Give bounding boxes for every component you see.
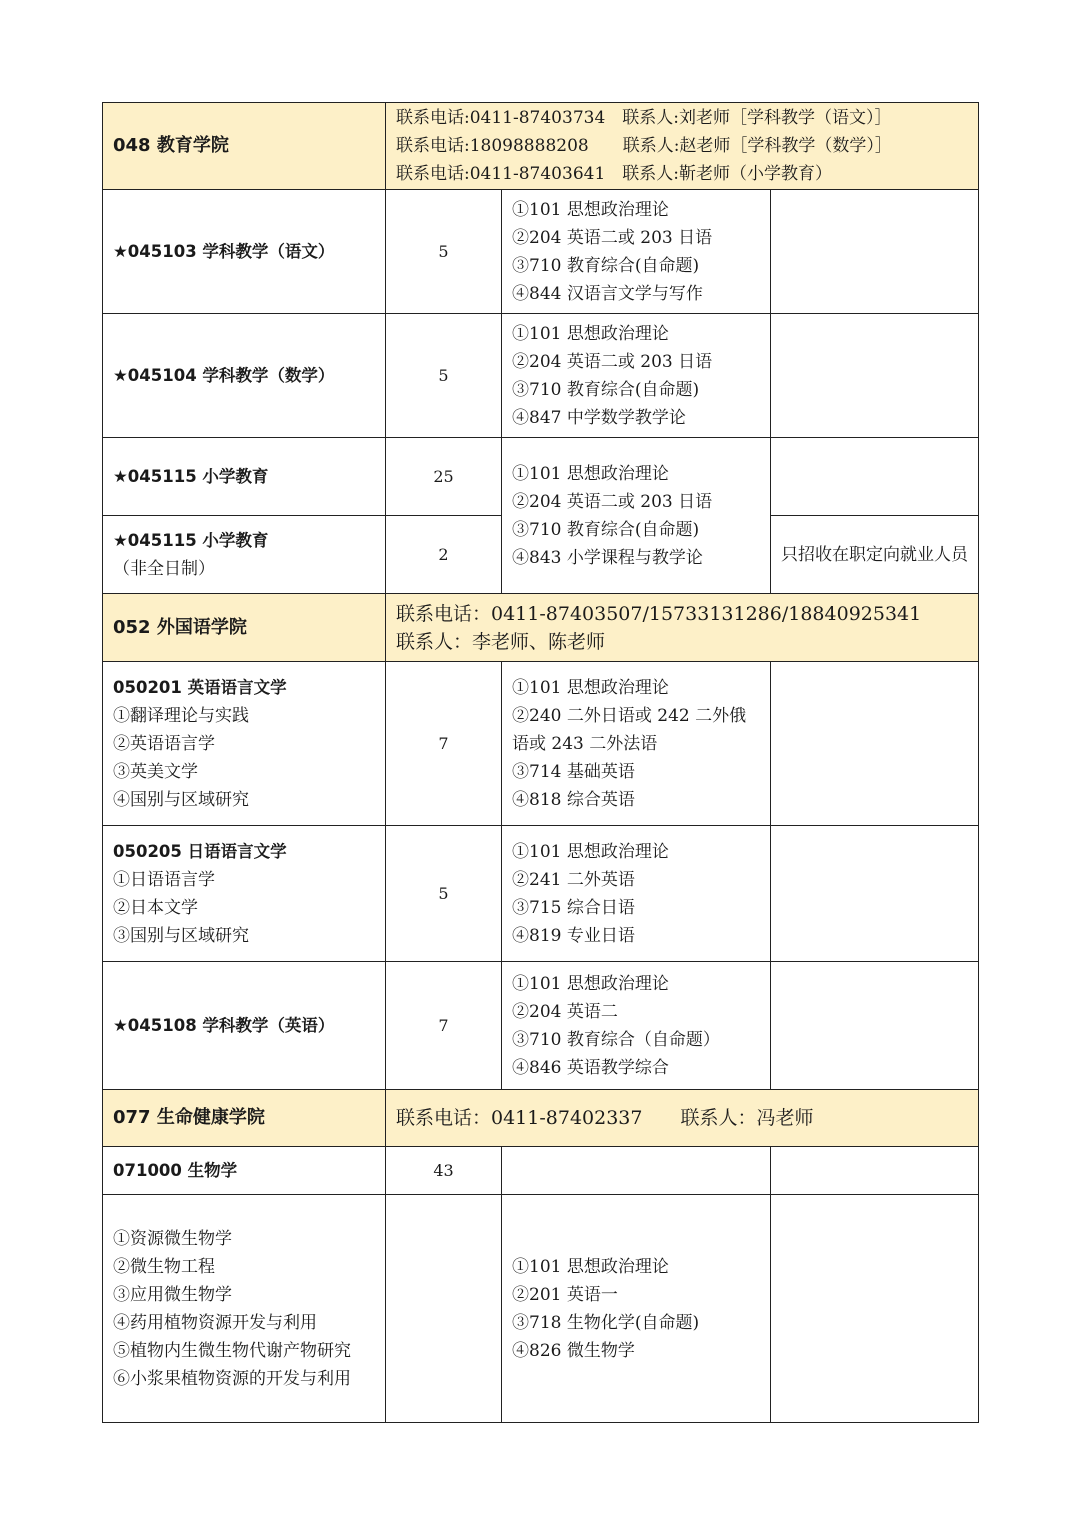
- exam-subjects: [502, 190, 771, 314]
- subject-item: ④826 微生物学: [512, 1340, 635, 1361]
- exam-subjects: [502, 662, 771, 826]
- remarks: [771, 1195, 979, 1423]
- contact-line: 联系电话:0411-87403641 联系人:靳老师（小学教育）: [396, 164, 832, 184]
- table-row: [103, 662, 979, 826]
- subject-item: ④818 综合英语: [512, 789, 635, 810]
- subject-item: ③715 综合日语: [512, 897, 635, 918]
- remarks: [771, 962, 979, 1090]
- subject-item: ①101 思想政治理论: [512, 1256, 669, 1277]
- direction-item: ②英语语言学: [113, 733, 215, 754]
- college-header-row: [103, 103, 979, 190]
- direction-item: ①资源微生物学: [113, 1228, 232, 1249]
- direction-item: ⑥小浆果植物资源的开发与利用: [113, 1368, 351, 1389]
- enrollment-count: 5: [386, 190, 502, 314]
- remarks: [771, 190, 979, 314]
- college-name: 048 教育学院: [103, 103, 386, 190]
- contact-line: 联系电话:0411-87403734 联系人:刘老师［学科教学（语文）］: [396, 108, 892, 128]
- college-header-row: [103, 1090, 979, 1147]
- table-row: [103, 1195, 979, 1423]
- enrollment-count: 5: [386, 826, 502, 962]
- remarks: 只招收在职定向就业人员: [771, 516, 979, 594]
- major-name: ★045115 小学教育: [103, 438, 386, 516]
- major-cell: [103, 826, 386, 962]
- remarks: [771, 438, 979, 516]
- table-row: [103, 314, 979, 438]
- remarks: [771, 826, 979, 962]
- college-contacts: [386, 103, 979, 190]
- direction-item: ①翻译理论与实践: [113, 705, 249, 726]
- subject-item: ②240 二外日语或 242 二外俄语或 243 二外法语: [512, 705, 747, 754]
- direction-item: ③国别与区域研究: [113, 925, 249, 946]
- remarks: [771, 662, 979, 826]
- enrollment-count: 7: [386, 662, 502, 826]
- major-name: ★045104 学科教学（数学）: [103, 314, 386, 438]
- table-row: [103, 962, 979, 1090]
- major-cell: [103, 662, 386, 826]
- exam-subjects: [502, 1147, 771, 1195]
- subject-item: ④846 英语教学综合: [512, 1057, 669, 1078]
- contact-line: 联系电话:18098888208 联系人:赵老师［学科教学（数学）］: [396, 136, 892, 156]
- major-name: ★045108 学科教学（英语）: [103, 962, 386, 1090]
- subject-item: ②204 英语二: [512, 1001, 618, 1022]
- subject-item: ③710 教育综合（自命题）: [512, 1029, 720, 1050]
- college-name: 077 生命健康学院: [103, 1090, 386, 1147]
- subject-item: ③710 教育综合(自命题): [512, 379, 700, 400]
- major-name: 050201 英语语言文学: [113, 677, 287, 697]
- direction-item: ⑤植物内生微生物代谢产物研究: [113, 1340, 351, 1361]
- major-name: ★045115 小学教育: [113, 530, 269, 550]
- direction-item: ③应用微生物学: [113, 1284, 232, 1305]
- table-row: [103, 438, 979, 516]
- subject-item: ②241 二外英语: [512, 869, 635, 890]
- table-row: [103, 1147, 979, 1195]
- admissions-table: [102, 102, 979, 1423]
- subject-item: ①101 思想政治理论: [512, 973, 669, 994]
- direction-item: ④药用植物资源开发与利用: [113, 1312, 317, 1333]
- subject-item: ④819 专业日语: [512, 925, 635, 946]
- subject-item: ①101 思想政治理论: [512, 199, 669, 220]
- college-contacts: [386, 594, 979, 662]
- subject-item: ④843 小学课程与教学论: [512, 547, 703, 568]
- subject-item: ①101 思想政治理论: [512, 841, 669, 862]
- exam-subjects: [502, 962, 771, 1090]
- major-name: ★045103 学科教学（语文）: [103, 190, 386, 314]
- exam-subjects: [502, 1195, 771, 1423]
- exam-subjects: [502, 826, 771, 962]
- exam-subjects: [502, 314, 771, 438]
- remarks: [771, 1147, 979, 1195]
- table-row: [103, 190, 979, 314]
- subject-item: ③714 基础英语: [512, 761, 635, 782]
- enrollment-count: 25: [386, 438, 502, 516]
- enrollment-count: 7: [386, 962, 502, 1090]
- direction-item: ②微生物工程: [113, 1256, 215, 1277]
- enrollment-count: [386, 1195, 502, 1423]
- subject-item: ①101 思想政治理论: [512, 323, 669, 344]
- direction-item: ④国别与区域研究: [113, 789, 249, 810]
- enrollment-count: 43: [386, 1147, 502, 1195]
- subject-item: ④847 中学数学教学论: [512, 407, 686, 428]
- subject-item: ③710 教育综合(自命题): [512, 519, 700, 540]
- college-name: 052 外国语学院: [103, 594, 386, 662]
- remarks: [771, 314, 979, 438]
- contact-line: 联系电话：0411-87403507/15733131286/18840925341: [396, 602, 922, 625]
- college-contacts: [386, 1090, 979, 1147]
- enrollment-count: 5: [386, 314, 502, 438]
- major-name: 071000 生物学: [103, 1147, 386, 1195]
- enrollment-count: 2: [386, 516, 502, 594]
- major-cell: [103, 516, 386, 594]
- subject-item: ③710 教育综合(自命题): [512, 255, 700, 276]
- subject-item: ③718 生物化学(自命题): [512, 1312, 700, 1333]
- major-name: 050205 日语语言文学: [113, 841, 287, 861]
- subject-item: ②204 英语二或 203 日语: [512, 491, 713, 512]
- direction-item: ①日语语言学: [113, 869, 215, 890]
- direction-item: ③英美文学: [113, 761, 198, 782]
- exam-subjects: [502, 438, 771, 594]
- direction-cell: [103, 1195, 386, 1423]
- subject-item: ②204 英语二或 203 日语: [512, 227, 713, 248]
- college-header-row: [103, 594, 979, 662]
- subject-item: ②201 英语一: [512, 1284, 618, 1305]
- contact-line: 联系电话：0411-87402337 联系人：冯老师: [396, 1107, 814, 1129]
- direction-item: ②日本文学: [113, 897, 198, 918]
- subject-item: ④844 汉语言文学与写作: [512, 283, 703, 304]
- subject-item: ①101 思想政治理论: [512, 463, 669, 484]
- subject-item: ②204 英语二或 203 日语: [512, 351, 713, 372]
- subject-item: ①101 思想政治理论: [512, 677, 669, 698]
- table-row: [103, 826, 979, 962]
- study-mode: （非全日制）: [113, 558, 215, 579]
- contact-line: 联系人：李老师、陈老师: [396, 630, 606, 653]
